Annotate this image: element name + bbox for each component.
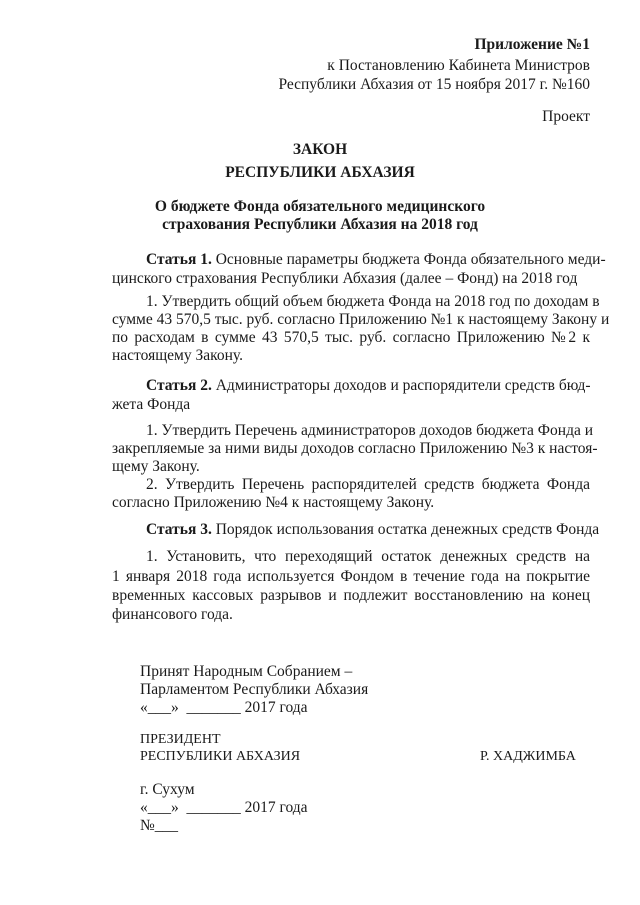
president-name: Р. ХАДЖИМБА [480,749,576,764]
paragraph-line: 1 января 2018 года используется Фондом в течение года на покрытие [112,568,590,585]
paragraph-line: 2. Утвердить Перечень распорядителей средств бюджета Фонда [146,476,590,493]
law-number: №___ [140,817,179,834]
law-subject: страхования Республики Абхазия на 2018 год [162,216,478,233]
article-heading-text: Администраторы доходов и распорядители средств бюд- [211,377,591,394]
article-heading-text: Порядок использования остатка денежных средств Фонда [211,521,600,538]
article-heading-text: жета Фонда [112,396,191,413]
law-title: ЗАКОН [292,141,348,158]
article-label: Статья 1. [146,251,212,268]
signed-date: «___» _______ 2017 года [140,799,308,816]
article-heading-text: цинского страхования Республики Абхазия (далее – Фонд) на 2018 год [112,270,578,287]
article-heading [146,377,590,395]
appendix-reference: к Постановлению Кабинета Министров [327,57,590,74]
president-title: РЕСПУБЛИКИ АБХАЗИЯ [140,749,301,764]
adopted-line: Принят Народным Собранием – [140,663,353,680]
appendix-reference: Республики Абхазия от 15 ноября 2017 г. №160 [278,76,590,93]
paragraph-line: щему Закону. [112,458,200,475]
paragraph-line: по расходам в сумме 43 570,5 тыс. руб. согласно Приложению №2 к [112,329,590,346]
paragraph-line: настоящему Закону. [112,347,243,364]
adopted-line: Парламентом Республики Абхазия [140,681,369,698]
paragraph-line: 1. Утвердить Перечень администраторов доходов бюджета Фонда и [146,422,594,439]
article-heading [146,521,600,539]
president-title: ПРЕЗИДЕНТ [140,732,221,747]
paragraph-line: 1. Утвердить общий объем бюджета Фонда на 2018 год по доходам в [146,293,600,310]
law-subject: О бюджете Фонда обязательного медицинского [154,198,486,215]
draft-label: Проект [542,108,590,125]
paragraph-line: 1. Установить, что переходящий остаток денежных средств на [146,548,590,565]
paragraph-line: согласно Приложению №4 к настоящему Закону. [112,494,435,511]
article-heading-text: Основные параметры бюджета Фонда обязательного меди- [211,251,606,268]
article-heading [146,251,606,269]
republic-title: РЕСПУБЛИКИ АБХАЗИЯ [225,164,415,181]
city-label: г. Сухум [140,781,195,798]
appendix-label: Приложение №1 [474,36,590,53]
paragraph-line: сумме 43 570,5 тыс. руб. согласно Приложению №1 к настоящему Закону и [112,311,610,328]
paragraph-line: временных кассовых разрывов и подлежит восстановлению на конец [112,587,590,604]
article-label: Статья 2. [146,377,212,394]
adopted-date: «___» _______ 2017 года [140,699,308,716]
paragraph-line: закрепляемые за ними виды доходов согласно Приложению №3 к настоя- [112,440,598,457]
article-label: Статья 3. [146,521,212,538]
paragraph-line: финансового года. [112,606,233,623]
